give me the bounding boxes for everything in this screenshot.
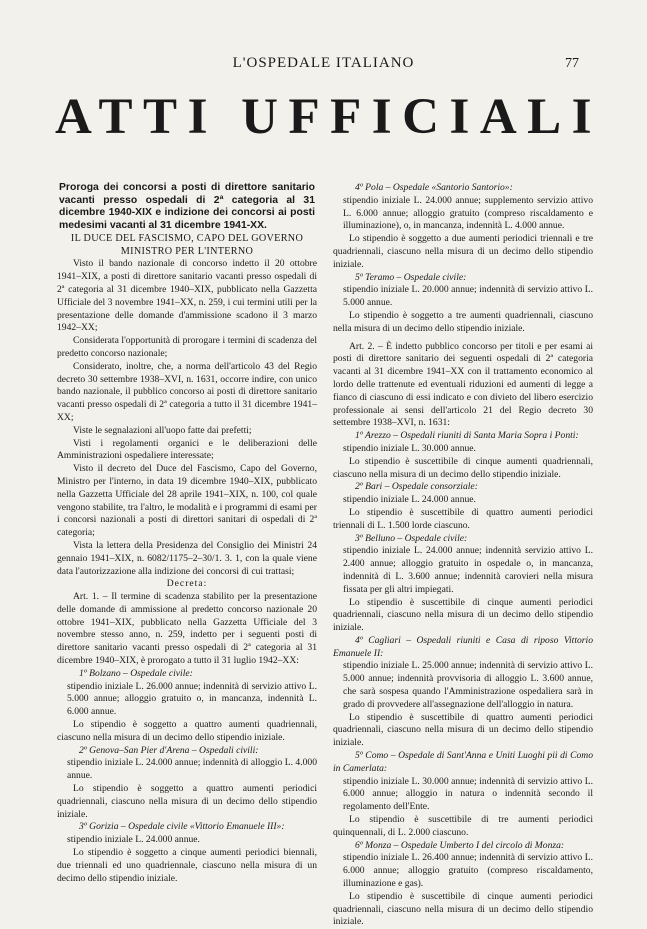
- hospital-heading: 1º Bolzano – Ospedale civile:: [79, 667, 193, 679]
- hospital-heading: 1º Arezzo – Ospedali riuniti di Santa Maria Sopra i Ponti:: [355, 430, 579, 442]
- hospital-heading: 3º Belluno – Ospedale civile:: [355, 532, 468, 544]
- paragraph: Considerato, inoltre, che, a norma dell'articolo 43 del Regio decreto 30 settembre 1938–XVI, n. 1631, occorre indire, con unico bando nazionale, il pubblico concorso ai posti di direttore sanitario vacanti presso ospedali di 2ª categoria a tutto il 31 dicembre 1941–XX;: [57, 360, 317, 423]
- paragraph: Visti i regolamenti organici e le deliberazioni delle Amministrazioni ospedaliere interessate;: [57, 437, 317, 462]
- raise-line: Lo stipendio è suscettibile di cinque aumenti quadriennali, ciascuno nella misura di un decimo dello stipendio iniziale.: [333, 455, 593, 480]
- hospital-heading: 4º Cagliari – Ospedali riuniti e Casa di riposo Vittorio Emanuele II:: [333, 634, 593, 659]
- salary-line: stipendio iniziale L. 30.000 annue.: [343, 442, 476, 454]
- salary-line: stipendio iniziale L. 24.000 annue.: [343, 494, 476, 506]
- hospital-heading: 2º Bari – Ospedale consorziale:: [355, 481, 478, 493]
- paragraph: Visto il decreto del Duce del Fascismo, Capo del Governo, Ministro per l'interno, in data 19 dicembre 1940–XIX, pubblicato nella Gazzetta Ufficiale del 28 aprile 1941–XIX, n. 100, col quale vengono stabilite, tra l'altro, le modalità e i programmi di esami per i concorsi nazionali a posti di direttori sanitari di ospedali di 2ª categoria;: [57, 463, 317, 539]
- left-column: [57, 182, 317, 885]
- raise-line: Lo stipendio è soggetto a quattro aumenti quadriennali, ciascuno nella misura di un decimo dello stipendio iniziale.: [57, 719, 317, 743]
- authority-heading: IL DUCE DEL FASCISMO, CAPO DEL GOVERNO MINISTRO PER L'INTERNO: [70, 233, 304, 258]
- article-1: Art. 1. – Il termine di scadenza stabilito per la presentazione delle domande di ammissione al predetto concorso nazionale 20 ottobre 1941–XIX, pubblicato nella Gazzetta Ufficiale del 3 novembre stesso anno, n. 259, indetto per i seguenti posti di direttore sanitario vacanti presso ospedali di 2ª categoria al 31 dicembre 1940–XIX, è prorogato a tutto il 31 luglio 1942–XX:: [57, 591, 317, 667]
- hospital-heading: 2º Genova–San Pier d'Arena – Ospedali civili:: [79, 744, 259, 756]
- running-head: L'OSPEDALE ITALIANO: [232, 55, 415, 71]
- raise-line: Lo stipendio è suscettibile di quattro aumenti periodici triennali di L. 1.500 lorde ciascuno.: [333, 506, 593, 531]
- section-title: ATTI UFFICIALI: [55, 89, 603, 145]
- hospital-heading: 6º Monza – Ospedale Umberto I del circolo di Monza:: [355, 839, 565, 851]
- page-number: 77: [565, 56, 579, 71]
- salary-line: stipendio iniziale L. 26.400 annue; indennità di servizio attivo L. 6.000 annue; alloggio gratuito (compreso riscaldamento, illuminazione e gas).: [343, 852, 593, 890]
- article-2: Art. 2. – È indetto pubblico concorso per titoli e per esami ai posti di direttore sanitario dei seguenti ospedali di 2ª categoria vacanti al 31 dicembre 1941–XX con il trattamento economico al lordo delle trattenute ed eventuali riduzioni ed aumenti di legge a fianco di ciascuno di essi indicato e con divieto del libero esercizio professionale ai sensi dell'articolo 21 del Regio decreto 30 settembre 1938–XVI, n. 1631:: [333, 340, 593, 429]
- salary-line: stipendio iniziale L. 30.000 annue; indennità di servizio attivo L. 6.000 annue; alloggio in natura o indennità secondo il regolamento dell'Ente.: [343, 775, 593, 813]
- paragraph: Vista la lettera della Presidenza del Consiglio dei Ministri 24 gennaio 1941–XIX, n. 6082/1175–2–30/1. 3. 1, con la quale viene data l'autorizzazione alla indizione dei concorsi di cui trattasi;: [57, 539, 317, 577]
- paragraph: Considerata l'opportunità di prorogare i termini di scadenza del predetto concorso nazionale;: [57, 335, 317, 359]
- salary-line: stipendio iniziale L. 24.000 annue; supplemento servizio attivo L. 6.000 annue; alloggio gratuito (compreso riscaldamento e illuminazione), o, in mancanza, indennità L. 4.000 annue.: [343, 194, 593, 232]
- raise-line: Lo stipendio è suscettibile di quattro aumenti periodici quadriennali, ciascuno nella misura di un decimo dello stipendio iniziale.: [333, 711, 593, 749]
- salary-line: stipendio iniziale L. 25.000 annue; indennità di servizio attivo L. 5.000 annue; indennità provvisoria di alloggio L. 3.600 annue, che sarà sospesa quando l'Amministrazione ospedaliera sarà in grado di provvedere all'assegnazione dell'alloggio in natura.: [343, 660, 593, 710]
- salary-line: stipendio iniziale L. 24.000 annue; indennità di alloggio L. 4.000 annue.: [67, 757, 317, 782]
- raise-line: Lo stipendio è suscettibile di tre aumenti periodici quinquennali, di L. 2.000 ciascuno.: [333, 814, 593, 838]
- raise-line: Lo stipendio è soggetto a quattro aumenti periodici quadriennali, ciascuno nella misura di un decimo dello stipendio iniziale.: [57, 783, 317, 820]
- raise-line: Lo stipendio è soggetto a due aumenti periodici triennali e tre quadriennali, ciascuno nella misura di un decimo dello stipendio iniziale.: [333, 233, 593, 270]
- raise-line: Lo stipendio è soggetto a cinque aumenti periodici biennali, due triennali ed uno quadriennale, ciascuno nella misura di un decimo dello stipendio iniziale.: [57, 847, 317, 884]
- raise-line: Lo stipendio è soggetto a tre aumenti quadriennali, ciascuno nella misura di un decimo dello stipendio iniziale.: [333, 309, 593, 334]
- decree-heading: Decreta:: [166, 578, 208, 590]
- hospital-heading: 3º Gorizia – Ospedale civile «Vittorio Emanuele III»:: [79, 821, 285, 833]
- hospital-heading: 4º Pola – Ospedale «Santorio Santorio»:: [355, 182, 513, 193]
- hospital-heading: 5º Como – Ospedale di Sant'Anna e Uniti Luoghi pii di Como in Camerlata:: [333, 750, 593, 774]
- salary-line: stipendio iniziale L. 24.000 annue.: [67, 834, 200, 846]
- hospital-heading: 5º Teramo – Ospedale civile:: [355, 271, 467, 283]
- right-column: [333, 182, 593, 929]
- lede-paragraph: Proroga dei concorsi a posti di direttore sanitario vacanti presso ospedali di 2ª categoria al 31 dicembre 1940-XIX e indizione dei concorsi ai posti medesimi vacanti al 31 dicembre 1941-XX.: [59, 182, 315, 231]
- salary-line: stipendio iniziale L. 24.000 annue; indennità servizio attivo L. 2.400 annue; alloggio gratuito in ospedale o, in mancanza, indennità di L. 3.600 annue; indennità carovieri nella misura fissata per gli altri impiegati.: [343, 545, 593, 595]
- salary-line: stipendio iniziale L. 20.000 annue; indennità di servizio attivo L. 5.000 annue.: [343, 284, 593, 309]
- raise-line: Lo stipendio è suscettibile di cinque aumenti periodici quadriennali, ciascuno nella misura di un decimo dello stipendio iniziale.: [333, 890, 593, 928]
- paragraph: Viste le segnalazioni all'uopo fatte dai prefetti;: [73, 424, 252, 436]
- salary-line: stipendio iniziale L. 26.000 annue; indennità di servizio attivo L. 5.000 annue; alloggio gratuito o, in mancanza, indennità L. 6.000 annue.: [67, 680, 317, 718]
- raise-line: Lo stipendio è suscettibile di cinque aumenti periodici quadriennali, ciascuno nella misura di un decimo dello stipendio iniziale.: [333, 596, 593, 634]
- paragraph: Visto il bando nazionale di concorso indetto il 20 ottobre 1941–XIX, a posti di direttore sanitario vacanti presso ospedali di 2ª categoria al 31 dicembre 1940–XIX, pubblicato nella Gazzetta Ufficiale del 3 novembre 1941–XX, n. 259, i cui termini utili per la presentazione delle domande d'ammissione scadono il 3 marzo 1942–XX;: [57, 258, 317, 334]
